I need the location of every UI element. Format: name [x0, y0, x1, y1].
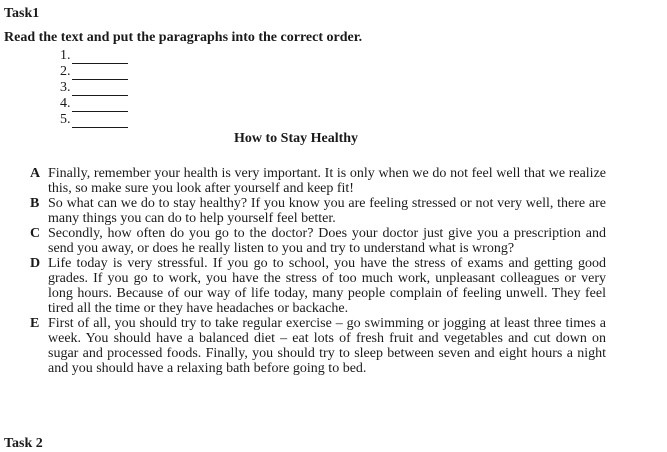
answer-blank[interactable] — [72, 51, 128, 64]
answer-blank[interactable] — [72, 115, 128, 128]
paragraph-d — [30, 256, 606, 316]
paragraph-text: Finally, remember your health is very important. It is only when we do not feel well that we realize this, so make sure you look after yourself and keep fit! — [48, 166, 606, 196]
answer-number: 3. — [60, 80, 71, 95]
paragraph-letter: D — [30, 256, 41, 271]
answer-line-2 — [60, 64, 128, 80]
answer-number: 4. — [60, 96, 71, 111]
paragraph-letter: E — [30, 316, 40, 331]
paragraph-b — [30, 196, 606, 226]
paragraph-letter: C — [30, 226, 41, 241]
paragraph-text: Life today is very stressful. If you go to school, you have the stress of exams and getting good grades. If you go to work, you have the stress of too much work, unpleasant colleagues or very long hours. Because of our way of life today, many people complain of feeling unwell. They feel tired all the time or they have headaches or backache. — [48, 256, 606, 316]
task-title: Task1 — [4, 6, 40, 21]
paragraph-text: Secondly, how often do you go to the doctor? Does your doctor just give you a prescription and send you away, or does he really listen to you and try to understand what is wrong? — [48, 226, 606, 256]
next-task-title: Task 2 — [4, 436, 43, 451]
paragraph-letter: A — [30, 166, 41, 181]
paragraph-c — [30, 226, 606, 256]
text-title: How to Stay Healthy — [234, 131, 359, 146]
paragraph-text: So what can we do to stay healthy? If you know you are feeling stressed or not very well, there are many things you can do to help yourself feel better. — [48, 196, 606, 226]
answer-line-5 — [60, 112, 128, 128]
paragraph-e — [30, 316, 606, 376]
paragraph-list — [30, 166, 606, 376]
answer-number: 1. — [60, 48, 71, 63]
answer-blank[interactable] — [72, 83, 128, 96]
paragraph-letter: B — [30, 196, 40, 211]
answer-line-1 — [60, 48, 128, 64]
answer-line-4 — [60, 96, 128, 112]
answer-blank[interactable] — [72, 99, 128, 112]
answer-number: 2. — [60, 64, 71, 79]
task-instruction: Read the text and put the paragraphs into the correct order. — [4, 30, 363, 45]
paragraph-text: First of all, you should try to take regular exercise – go swimming or jogging at least three times a week. You should have a balanced diet – eat lots of fresh fruit and vegetables and cut down on sugar and processed foods. Finally, you should try to sleep between seven and eight hours a night and you should have a relaxing bath before going to bed. — [48, 316, 606, 376]
answer-blank[interactable] — [72, 67, 128, 80]
answer-lines — [60, 48, 128, 128]
paragraph-a — [30, 166, 606, 196]
answer-line-3 — [60, 80, 128, 96]
answer-number: 5. — [60, 112, 71, 127]
